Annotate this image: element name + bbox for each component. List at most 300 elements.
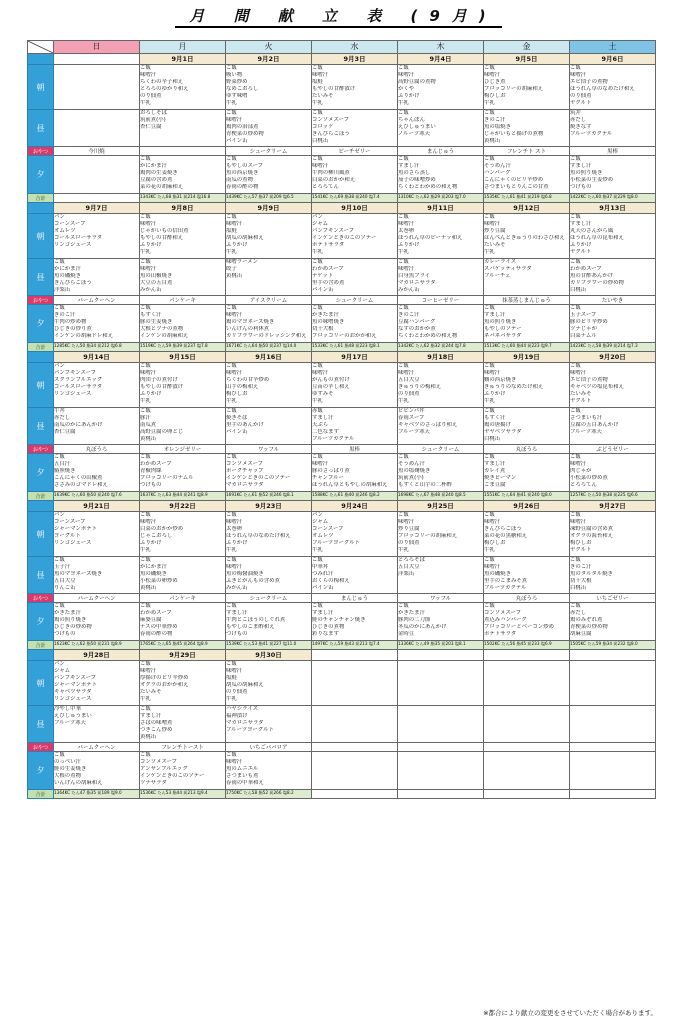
dish-item: ポテトサラダ	[484, 631, 517, 637]
dinner-cell	[226, 305, 312, 343]
lunch-cell	[398, 408, 484, 445]
date-cell: 9月14日	[54, 352, 140, 363]
dish-item: バイン缶	[312, 287, 334, 293]
lunch-row	[28, 557, 656, 594]
date-cell: 9月12日	[484, 203, 570, 214]
dish-item: 味噌汁	[226, 117, 243, 123]
dish-item: 魚の西京焼き	[226, 170, 259, 176]
dish-item: 白菜のおかか和え	[312, 177, 356, 183]
dish-item: のり佃煮	[140, 93, 162, 99]
nutrition-total-cell: 1502KC たん56 脂45 炭233 塩6.9	[484, 641, 570, 650]
dish-item: ご飯	[226, 110, 237, 116]
dish-item: さばの味噌煮	[140, 720, 173, 726]
dish-item: ジャーマンポテト	[54, 526, 98, 532]
snack-cell: アイスクリーム	[226, 296, 312, 305]
total-label: 合計	[28, 194, 54, 203]
dish-item: ご飯	[226, 65, 237, 71]
date-cell: 9月20日	[570, 352, 656, 363]
snack-cell: 今川焼	[54, 147, 140, 156]
dinner-cell	[312, 156, 398, 194]
dish-item: 洋梨缶	[398, 571, 415, 577]
dish-item: 魚の磯焼き	[54, 273, 81, 279]
dish-item: 鶏のみぞれ煮	[570, 617, 603, 623]
nutrition-total-cell: 1588KC たん61 脂40 炭246 塩8.2	[312, 492, 398, 501]
dish-item: じゃこおろし	[140, 533, 173, 539]
dish-item: ほうれん草のなめたけ和え	[226, 533, 291, 539]
dish-item: ご飯	[54, 259, 65, 265]
dish-item: とろろのゆかり和え	[140, 86, 189, 92]
dish-item: 白桃缶	[570, 287, 587, 293]
date-cell	[398, 650, 484, 661]
breakfast-cell	[140, 214, 226, 259]
nutrition-total-cell	[398, 790, 484, 799]
dish-item: 味噌汁	[484, 72, 501, 78]
breakfast-label: 朝	[28, 512, 54, 557]
total-row	[28, 492, 656, 501]
dish-item: 春雨スープ	[398, 415, 425, 421]
breakfast-cell	[398, 661, 484, 706]
dish-item: 梅びしお	[484, 93, 506, 99]
breakfast-cell	[140, 661, 226, 706]
lunch-label: 昼	[28, 259, 54, 296]
dish-item: ツナじゃが	[570, 326, 597, 332]
dish-item: ご飯	[226, 752, 237, 758]
dish-item: 鶏肉の治部煮	[226, 124, 259, 130]
dish-item: 五目大豆	[398, 377, 420, 383]
dish-item: ご飯	[484, 214, 495, 220]
dish-item: 焼きピーマン	[484, 475, 517, 481]
dish-item: さつまいもとりんごの甘煮	[484, 184, 549, 190]
dish-item: そうめん汁	[484, 163, 511, 169]
dish-item: ちくわの甘辛炒め	[226, 377, 270, 383]
breakfast-cell	[226, 214, 312, 259]
dish-item: 牛肉の炒め物	[54, 319, 87, 325]
dish-item: すまし汁	[398, 163, 420, 169]
lunch-label: 昼	[28, 557, 54, 594]
menu-table	[27, 40, 656, 799]
dish-item: のっぺい汁	[54, 759, 81, 765]
snack-cell: バームクーヘン	[54, 296, 140, 305]
dish-item: オクラの海苔和え	[570, 533, 614, 539]
dish-item: 鰆照焼き	[54, 468, 76, 474]
dish-item: きんぴらごぼう	[484, 526, 522, 532]
nutrition-total-cell: 1698KC たん67 脂48 炭240 塩8.5	[398, 492, 484, 501]
dish-item: ご飯	[312, 259, 323, 265]
dish-item: ジャム	[312, 519, 329, 525]
dish-item: コーンスープ	[312, 526, 344, 532]
nutrition-total-cell: 1637KC たん63 脂44 炭241 塩8.9	[140, 492, 226, 501]
lunch-cell	[312, 706, 398, 743]
dish-item: ご飯	[570, 259, 581, 265]
dish-item: オムレツ	[54, 228, 76, 234]
dinner-cell	[312, 603, 398, 641]
dish-item: ヤクルト	[570, 398, 592, 404]
nutrition-total-cell: 1639KC たん60 脂50 炭240 塩7.6	[54, 492, 140, 501]
dinner-cell	[140, 603, 226, 641]
dish-item: かにかま汁	[140, 163, 167, 169]
dish-item: ご飯	[484, 363, 495, 369]
dish-item: のり佃煮	[398, 391, 420, 397]
snack-cell: バームクーヘン	[54, 743, 140, 752]
dinner-cell	[484, 305, 570, 343]
date-cell: 9月18日	[398, 352, 484, 363]
dish-item: ブロッコリーの胡麻和え	[398, 533, 458, 539]
dish-item: コンソメスープ	[140, 759, 178, 765]
snack-cell: シュークリーム	[312, 296, 398, 305]
dish-item: いんげんの利休煮	[226, 326, 270, 332]
lunch-cell	[54, 557, 140, 594]
date-cell: 9月16日	[226, 352, 312, 363]
dish-item: 味噌汁	[226, 564, 243, 570]
breakfast-cell	[484, 363, 570, 408]
snack-row	[28, 743, 656, 752]
dish-item: パン	[54, 214, 65, 220]
dinner-cell	[140, 156, 226, 194]
dish-item: 白菜ナムル	[570, 333, 597, 339]
dish-item: 梅びしお	[570, 540, 592, 546]
dish-item: 餃子	[226, 266, 237, 272]
date-cell: 9月19日	[484, 352, 570, 363]
dish-item: ご飯	[140, 156, 151, 162]
breakfast-cell	[226, 363, 312, 408]
breakfast-cell	[54, 661, 140, 706]
dish-item: ご飯	[226, 557, 237, 563]
date-cell	[54, 54, 140, 65]
weekday-header: 水	[312, 41, 398, 54]
dish-item: パンプキンスープ	[54, 370, 97, 376]
dish-item: もやしの甘酢和え	[140, 235, 184, 241]
dish-item: フルーツカクテル	[570, 131, 613, 137]
dish-item: もずく汁	[484, 415, 506, 421]
dish-item: コーンスープ	[54, 221, 86, 227]
dish-item: 玉子汁	[54, 564, 71, 570]
dish-item: スクランブルエッグ	[54, 377, 103, 383]
dinner-row	[28, 752, 656, 790]
dish-item: 白桃缶	[312, 138, 329, 144]
snack-cell: シュークリーム	[226, 594, 312, 603]
dish-item: パン	[54, 661, 65, 667]
dish-item: 筑井	[570, 110, 581, 116]
dish-item: 洋梨缶	[54, 287, 71, 293]
dish-item: ご飯	[484, 603, 495, 609]
dish-item: おろしそば	[140, 110, 167, 116]
dish-item: リンゴジュース	[54, 391, 92, 397]
dish-item: マカロニサラダ	[398, 280, 436, 286]
dish-item: すまし汁	[226, 610, 248, 616]
nutrition-total-cell: 1765KC たん65 脂45 炭264 塩8.9	[140, 641, 226, 650]
breakfast-cell	[570, 65, 656, 110]
breakfast-cell	[54, 363, 140, 408]
dish-item: ご飯	[312, 603, 323, 609]
dish-item: ご飯	[140, 454, 151, 460]
date-row-label	[28, 203, 54, 214]
dinner-cell	[570, 752, 656, 790]
dinner-row	[28, 454, 656, 492]
dish-item: きんぴらごぼう	[312, 131, 350, 137]
dish-item: 菜の花の黒糖和え	[484, 533, 528, 539]
dish-item: ご飯	[484, 512, 495, 518]
dish-item: 魚の磯焼き	[140, 571, 167, 577]
dish-item: もやしのごま酢和え	[226, 624, 275, 630]
dish-item: なめこおろし	[226, 86, 259, 92]
snack-cell: ピーチゼリー	[312, 147, 398, 156]
dish-item: 豚の生姜焼き	[140, 319, 173, 325]
dish-item: 味噌汁	[226, 221, 243, 227]
snack-cell: 丸ぼうろ	[484, 594, 570, 603]
dish-item: がんもの煮付け	[312, 377, 350, 383]
dish-item: ハヤシライス	[226, 706, 259, 712]
dish-item: 黄桃缶	[226, 273, 243, 279]
dish-item: 青梗菜の炒め物	[226, 131, 264, 137]
nutrition-total-cell: 1541KC たん69 脂38 炭240 塩7.4	[312, 194, 398, 203]
breakfast-cell	[140, 65, 226, 110]
total-row	[28, 790, 656, 799]
lunch-cell	[484, 557, 570, 594]
dish-item: フルーツ寒天	[570, 429, 602, 435]
dinner-cell	[484, 752, 570, 790]
dinner-cell	[54, 305, 140, 343]
dish-item: ご飯	[570, 454, 581, 460]
dish-item: 牛乳	[312, 547, 323, 553]
breakfast-cell	[570, 661, 656, 706]
dish-item: キャベツのさっぱり和え	[398, 422, 458, 428]
nutrition-total-cell: 1536KC たん53 脂44 炭213 塩9.4	[140, 790, 226, 799]
dish-item: 筑前煮(小)	[398, 475, 424, 481]
snack-cell	[398, 743, 484, 752]
nutrition-total-cell: 1422KC たん60 脂37 炭229 塩8.0	[570, 194, 656, 203]
dish-item: ご飯	[140, 512, 151, 518]
dish-item: フルーツ寒天	[54, 720, 86, 726]
dinner-label: 夕	[28, 603, 54, 641]
dish-item: 赤飯	[312, 408, 323, 414]
dish-item: 牛乳	[312, 249, 323, 255]
dish-item: コロッケ	[312, 124, 334, 130]
dish-item: 魚のムニエル	[226, 766, 259, 772]
date-cell: 9月26日	[484, 501, 570, 512]
date-cell: 9月7日	[54, 203, 140, 214]
nutrition-total-cell: 1285KC たん50 脂34 炭212 塩6.8	[54, 343, 140, 352]
nutrition-total-cell: 1551KC たん64 脂41 炭240 塩8.0	[484, 492, 570, 501]
breakfast-cell	[54, 214, 140, 259]
dish-item: すまし汁	[484, 312, 506, 318]
dish-item: たいみそ	[140, 689, 162, 695]
dish-item: 味噌汁	[484, 519, 501, 525]
dish-item: 黄桃缶	[140, 734, 157, 740]
nutrition-total-cell	[570, 790, 656, 799]
dish-item: 豚のさっぱり煮	[312, 468, 350, 474]
dinner-cell	[398, 603, 484, 641]
dish-item: ご飯	[484, 305, 495, 311]
dish-item: 牛乳	[312, 100, 323, 106]
dish-item: 味噌汁	[140, 370, 157, 376]
dish-item: ブロッコリーとベーコン炒め	[484, 624, 554, 630]
total-label: 合計	[28, 790, 54, 799]
dish-item: 赤だし	[54, 415, 71, 421]
dish-item: 吸い物	[226, 72, 243, 78]
total-row	[28, 194, 656, 203]
snack-cell	[570, 743, 656, 752]
dish-item: ご飯	[54, 752, 65, 758]
dish-item: 茄子の味噌炒め	[398, 177, 436, 183]
lunch-cell	[140, 408, 226, 445]
dish-item: こんにゃくのピリ辛炒め	[484, 177, 544, 183]
dish-item: ご飯	[484, 65, 495, 71]
dish-item: パン	[54, 512, 65, 518]
dish-item: カレーライス	[484, 259, 517, 265]
lunch-cell	[226, 408, 312, 445]
dish-item: ブロッコリーの胡麻和え	[484, 86, 544, 92]
dish-item: 牛乳	[312, 398, 323, 404]
dish-item: のり佃煮	[570, 93, 592, 99]
dish-item: ひじきの煮物	[312, 624, 345, 630]
dish-item: 牛乳	[140, 100, 151, 106]
dish-item: 魚の塩焼き	[484, 124, 511, 130]
dish-item: バイン缶	[226, 138, 248, 144]
dish-item: ご飯	[312, 454, 323, 460]
dish-item: ご飯	[398, 305, 409, 311]
dish-item: ヤクルト	[570, 249, 592, 255]
breakfast-cell	[484, 214, 570, 259]
nutrition-total-cell: 1364KC たん47 脂35 炭189 塩9.0	[54, 790, 140, 799]
dish-item: 味噌汁	[484, 370, 501, 376]
dinner-cell	[398, 305, 484, 343]
dish-item: 二色なます	[312, 429, 339, 435]
dish-item: ご飯	[226, 661, 237, 667]
dish-item: 牛乳	[140, 547, 151, 553]
dish-item: 梅びしお	[484, 540, 506, 546]
nutrition-total-cell	[484, 790, 570, 799]
total-row	[28, 641, 656, 650]
dish-item: 魚の山椒焼き	[140, 273, 173, 279]
date-cell: 9月25日	[398, 501, 484, 512]
dish-item: 牛乳	[226, 100, 237, 106]
weekday-header: 金	[484, 41, 570, 54]
dinner-cell	[226, 454, 312, 492]
menu-calendar	[27, 40, 655, 799]
dish-item: 牛乳	[398, 249, 409, 255]
dish-item: ふりかけ	[140, 391, 162, 397]
dish-item: 魚の塩麹焼き	[398, 468, 431, 474]
lunch-cell	[484, 110, 570, 147]
dish-item: 炒り豆腐	[484, 228, 506, 234]
dish-item: 焼きなす	[570, 124, 592, 130]
dish-item: ご飯	[140, 706, 151, 712]
dish-item: 高野豆腐の煮物	[398, 79, 436, 85]
dish-item: インゲンときのこのソテー	[312, 235, 377, 241]
dish-item: わかめスープ	[140, 610, 172, 616]
dish-item: 太巻卵	[226, 526, 243, 532]
dish-item: 魚の照り焼き	[570, 170, 603, 176]
dish-item: ジャーマンポテト	[54, 682, 98, 688]
dish-item: ブロッコリーのナムル	[140, 475, 194, 481]
dish-item: コンソメスープ	[312, 117, 350, 123]
dish-item: きのこ汁	[54, 312, 76, 318]
dish-item: りんご缶	[54, 585, 76, 591]
snack-cell: ぶどうゼリー	[570, 445, 656, 454]
dish-item: ご飯	[312, 156, 323, 162]
dish-item: 魚の磯焼き	[484, 571, 511, 577]
dinner-cell	[570, 156, 656, 194]
dish-item: チャンプルー	[312, 475, 344, 481]
dinner-cell	[570, 603, 656, 641]
date-cell: 9月4日	[398, 54, 484, 65]
dish-item: 牛肉の柳川風煮	[312, 170, 350, 176]
dish-item: 鶏の照り焼き	[54, 617, 87, 623]
dish-item: 魚のマヨネーズ焼き	[54, 571, 103, 577]
dish-item: 牛乳	[484, 100, 495, 106]
dish-item: 胡瓜の胡麻和え	[226, 682, 264, 688]
dish-item: 白桃缶	[484, 436, 501, 442]
dish-item: ヤクルト	[570, 547, 592, 553]
dish-item: ひじき煮	[484, 79, 506, 85]
dish-item: わかめスープ	[570, 266, 602, 272]
dish-item: オムレツ	[312, 533, 334, 539]
dish-item: 塩鮭	[312, 79, 323, 85]
dish-item: 鶏のマヨネーズ焼き	[226, 319, 275, 325]
dish-item: 高野豆腐の卵とじ	[140, 429, 184, 435]
dish-item: さつまいも汁	[570, 415, 603, 421]
dish-item: 牛乳	[226, 249, 237, 255]
breakfast-cell	[398, 363, 484, 408]
dish-item: 牛乳	[398, 398, 409, 404]
dish-item: ご飯	[312, 363, 323, 369]
dish-item: 豆苗の辛し和え	[312, 384, 350, 390]
dish-item: 黄桃缶	[484, 138, 501, 144]
dish-item: もやしの甘酢漬け	[140, 384, 184, 390]
nutrition-total-cell: 1336KC たん49 脂35 炭203 塩8.1	[398, 641, 484, 650]
dish-item: つけもの	[226, 631, 248, 637]
dinner-cell	[398, 454, 484, 492]
dish-item: じゃがいもと揚げの煮物	[484, 131, 544, 137]
dish-item: つけもの	[140, 482, 162, 488]
date-cell: 9月6日	[570, 54, 656, 65]
dish-item: 鮭の生姜焼き	[54, 766, 87, 772]
lunch-cell	[312, 557, 398, 594]
dish-item: ポテトサラダ	[312, 242, 345, 248]
dish-item: ご飯	[398, 259, 409, 265]
date-cell: 9月27日	[570, 501, 656, 512]
dish-item: きのこ汁	[570, 564, 592, 570]
lunch-cell	[54, 110, 140, 147]
dish-item: ご飯	[398, 156, 409, 162]
dish-item: 切干大根	[312, 326, 334, 332]
dish-item: 牛乳	[484, 249, 495, 255]
breakfast-label: 朝	[28, 65, 54, 110]
dish-item: 魚の味噌焼き	[312, 319, 345, 325]
breakfast-cell	[312, 65, 398, 110]
dish-item: みかん缶	[398, 287, 420, 293]
breakfast-cell	[312, 363, 398, 408]
dish-item: アンサンブルエッグ	[140, 766, 188, 772]
dish-item: ご飯	[484, 557, 495, 563]
breakfast-row	[28, 363, 656, 408]
dish-item: リンゴジュース	[54, 696, 92, 702]
nutrition-total-cell	[312, 790, 398, 799]
dish-item: ご飯	[54, 603, 65, 609]
dish-item: 魚のタルタル焼き	[570, 571, 613, 577]
dish-item: ご飯	[140, 214, 151, 220]
dish-item: ふりかけ	[226, 242, 248, 248]
dish-item: 味噌汁	[226, 519, 243, 525]
date-cell: 9月2日	[226, 54, 312, 65]
dish-item: 五目大豆	[54, 578, 76, 584]
dish-item: のり佃煮	[226, 689, 248, 695]
dish-item: もずく汁	[140, 312, 162, 318]
dish-item: ご飯	[226, 305, 237, 311]
dish-item: 鶏の唐揚げ	[484, 422, 511, 428]
lunch-cell	[398, 259, 484, 296]
dish-item: コンソメスープ	[226, 461, 264, 467]
